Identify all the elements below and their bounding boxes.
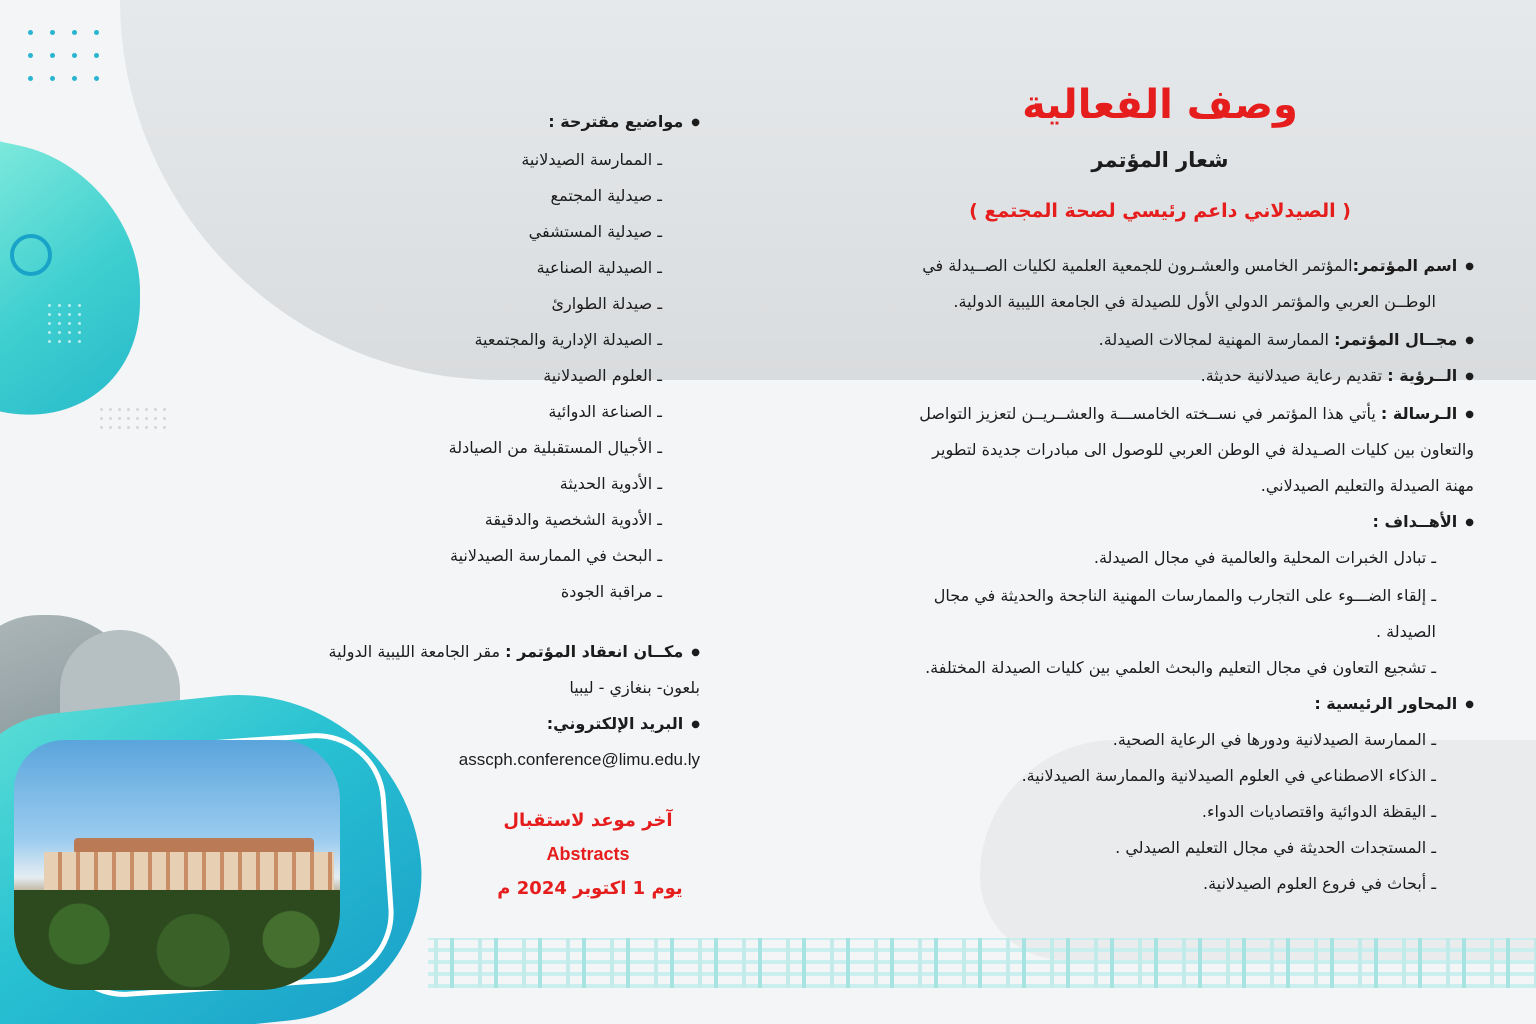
page-title: وصف الفعالية <box>1022 82 1298 128</box>
arabic-pattern-strip <box>428 938 1536 988</box>
topic-item: ـ صيدلية المجتمع <box>550 186 662 205</box>
axes-heading: ● المحاور الرئيسية : <box>1314 694 1474 713</box>
axis-item: ـ الذكاء الاصطناعي في العلوم الصيدلانية والممارسة الصيدلانية. <box>1021 766 1436 785</box>
axis-item: ـ المستجدات الحديثة في مجال التعليم الصيدلي . <box>1115 838 1436 857</box>
goal-item: ـ تبادل الخبرات المحلية والعالمية في مجال الصيدلة. <box>1093 548 1436 567</box>
venue: ● مكــان انعقاد المؤتمر : مقر الجامعة الليبية الدولية <box>329 642 701 661</box>
goals-heading: ● الأهــداف : <box>1373 512 1474 531</box>
topic-item: ـ البحث في الممارسة الصيدلانية <box>449 546 662 565</box>
topic-item: ـ الأدوية الشخصية والدقيقة <box>484 510 662 529</box>
teal-decoration-left <box>0 129 140 442</box>
axis-item: ـ اليقظة الدوائية واقتصاديات الدواء. <box>1201 802 1436 821</box>
campus-photo <box>14 740 340 990</box>
axis-item: ـ أبحاث في فروع العلوم الصيدلانية. <box>1202 874 1436 893</box>
topic-item: ـ الممارسة الصيدلانية <box>521 150 662 169</box>
axis-item: ـ الممارسة الصيدلانية ودورها في الرعاية الصحية. <box>1112 730 1436 749</box>
topic-item: ـ العلوم الصيدلانية <box>543 366 662 385</box>
conference-mission-line3: مهنة الصيدلة والتعليم الصيدلاني. <box>1260 476 1474 495</box>
topic-item: ـ الصناعة الدوائية <box>548 402 662 421</box>
topic-item: ـ الأدوية الحديثة <box>559 474 662 493</box>
conference-name-line1: ● اسم المؤتمر:المؤتمر الخامس والعشـرون للجمعية العلمية لكليات الصــيدلة في <box>922 256 1474 275</box>
goal-item: الصيدلة . <box>1375 622 1436 641</box>
conference-field: ● مجــال المؤتمر: الممارسة المهنية لمجالات الصيدلة. <box>1099 330 1474 349</box>
dot-grid-decoration-grey <box>100 408 166 429</box>
conference-vision: ● الــرؤية : تقديم رعاية صيدلانية حديثة. <box>1201 366 1474 385</box>
topic-item: ـ الصيدلة الإدارية والمجتمعية <box>474 330 662 349</box>
topic-item: ـ مراقبة الجودة <box>560 582 662 601</box>
conference-name-line2: الوطــن العربي والمؤتمر الدولي الأول للصيدلة في الجامعة الليبية الدولية. <box>953 292 1436 311</box>
dot-grid-decoration <box>28 30 98 81</box>
deadline-line2: Abstracts <box>546 844 630 864</box>
deadline-date: يوم 1 اكتوبر 2024 م <box>497 878 683 899</box>
topic-item: ـ صيدلية المستشفي <box>528 222 662 241</box>
topic-item: ـ الصيدلية الصناعية <box>536 258 662 277</box>
deadline-line1: آخر موعد لاستقبال <box>503 810 673 831</box>
circle-ring-decoration <box>10 234 52 276</box>
venue-location: بلعون- بنغازي - ليبيا <box>569 678 700 697</box>
dot-grid-decoration-small <box>48 304 82 343</box>
email-heading: ● البريد الإلكتروني: <box>547 714 700 733</box>
conference-mission-line1: ● الـرسالة : يأتي هذا المؤتمر في نســخته الخامســـة والعشــريــن لتعزيز التواصل <box>919 404 1474 423</box>
slogan-text: ( الصيدلاني داعم رئيسي لصحة المجتمع ) <box>969 200 1351 222</box>
goal-item: ـ إلقاء الضـــوء على التجارب والممارسات المهنية الناجحة والحديثة في مجال <box>933 586 1436 605</box>
topics-heading: ● مواضيع مقترحة : <box>548 112 700 131</box>
conference-mission-line2: والتعاون بين كليات الصـيدلة في الوطن العربي للوصول الى مبادرات جديدة لتطوير <box>932 440 1474 459</box>
topic-item: ـ الأجيال المستقبلية من الصيادلة <box>448 438 662 457</box>
background-shape-top <box>120 0 1536 380</box>
goal-item: ـ تشجيع التعاون في مجال التعليم والبحث العلمي بين كليات الصيدلة المختلفة. <box>925 658 1436 677</box>
topic-item: ـ صيدلة الطوارئ <box>551 294 662 313</box>
email-address[interactable]: asscph.conference@limu.edu.ly <box>458 750 700 769</box>
slogan-heading: شعار المؤتمر <box>1091 148 1229 172</box>
